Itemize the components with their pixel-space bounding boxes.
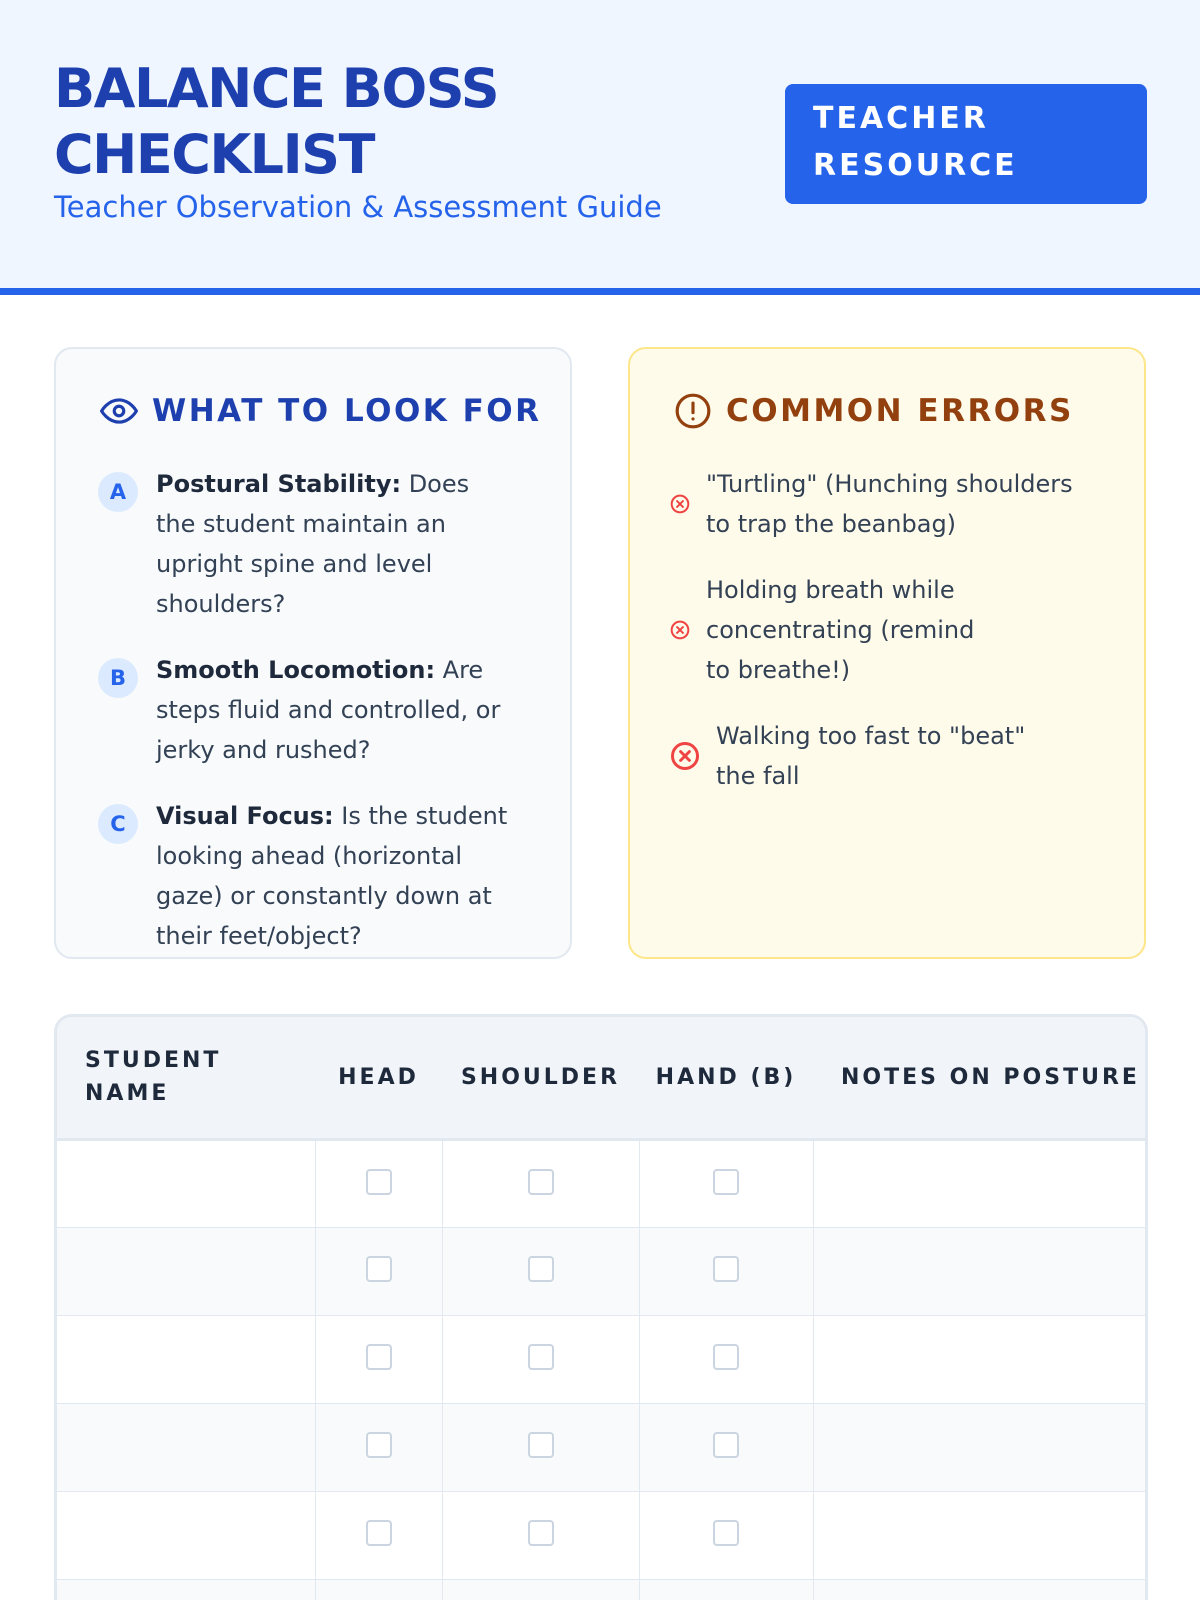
hand-checkbox[interactable] xyxy=(713,1344,739,1370)
student-name-cell[interactable] xyxy=(57,1491,315,1579)
column-header-shoulder: SHOULDER xyxy=(442,1017,639,1139)
shoulder-check-cell xyxy=(442,1403,639,1491)
table-row xyxy=(57,1315,1145,1403)
shoulder-check-cell xyxy=(442,1315,639,1403)
what-to-look-for-title: WHAT TO LOOK FOR xyxy=(152,393,542,429)
common-errors-header xyxy=(674,391,1074,431)
posture-notes-cell[interactable] xyxy=(813,1403,1145,1491)
shoulder-check-cell xyxy=(442,1227,639,1315)
common-error-text: Holding breath while concentrating (remind to breathe!) xyxy=(706,576,975,684)
common-error-item xyxy=(670,716,1110,796)
head-check-cell xyxy=(315,1315,442,1403)
student-name-cell[interactable] xyxy=(57,1403,315,1491)
look-for-item-heading: Smooth Locomotion: xyxy=(156,656,436,684)
table-row xyxy=(57,1491,1145,1579)
head-check-cell xyxy=(315,1491,442,1579)
look-for-item xyxy=(98,464,538,624)
table-row xyxy=(57,1139,1145,1227)
look-for-item xyxy=(98,650,538,770)
shoulder-check-cell xyxy=(442,1579,639,1600)
hand-checkbox[interactable] xyxy=(713,1520,739,1546)
common-error-text: Walking too fast to "beat" the fall xyxy=(716,722,1026,790)
hand-check-cell xyxy=(639,1315,813,1403)
look-for-item-heading: Visual Focus: xyxy=(156,802,334,830)
common-error-item xyxy=(670,464,1110,544)
head-checkbox[interactable] xyxy=(366,1432,392,1458)
look-for-item-description: Is the student looking ahead (horizontal gaze) or constantly down at their feet/object? xyxy=(156,802,515,950)
table-row xyxy=(57,1579,1145,1600)
what-to-look-for-header xyxy=(100,391,542,431)
hand-check-cell xyxy=(639,1491,813,1579)
look-for-item-heading: Postural Stability: xyxy=(156,470,402,498)
posture-notes-cell[interactable] xyxy=(813,1579,1145,1600)
shoulder-checkbox[interactable] xyxy=(528,1169,554,1195)
student-name-cell[interactable] xyxy=(57,1315,315,1403)
head-checkbox[interactable] xyxy=(366,1520,392,1546)
x-circle-icon xyxy=(670,494,690,514)
hand-check-cell xyxy=(639,1139,813,1227)
look-for-item-description: Are steps fluid and controlled, or jerky and rushed? xyxy=(156,656,508,764)
hand-check-cell xyxy=(639,1579,813,1600)
shoulder-checkbox[interactable] xyxy=(528,1520,554,1546)
shoulder-check-cell xyxy=(442,1491,639,1579)
head-check-cell xyxy=(315,1139,442,1227)
look-for-list xyxy=(98,464,538,982)
teacher-resource-badge: TEACHER RESOURCE xyxy=(785,84,1147,204)
student-name-cell[interactable] xyxy=(57,1139,315,1227)
item-letter-badge: A xyxy=(98,472,138,512)
hand-check-cell xyxy=(639,1403,813,1491)
head-checkbox[interactable] xyxy=(366,1169,392,1195)
table-header-row xyxy=(57,1017,1145,1139)
shoulder-checkbox[interactable] xyxy=(528,1432,554,1458)
column-header-student-name: STUDENT NAME xyxy=(57,1017,315,1139)
head-check-cell xyxy=(315,1579,442,1600)
posture-notes-cell[interactable] xyxy=(813,1139,1145,1227)
table-row xyxy=(57,1227,1145,1315)
hand-checkbox[interactable] xyxy=(713,1432,739,1458)
look-for-item-text xyxy=(156,796,526,956)
shoulder-checkbox[interactable] xyxy=(528,1344,554,1370)
hand-checkbox[interactable] xyxy=(713,1169,739,1195)
column-header-head: HEAD xyxy=(315,1017,442,1139)
item-letter-badge: B xyxy=(98,658,138,698)
page-title: BALANCE BOSS CHECKLIST xyxy=(54,57,499,186)
student-name-cell[interactable] xyxy=(57,1579,315,1600)
column-header-hand: HAND (B) xyxy=(639,1017,813,1139)
x-circle-icon xyxy=(670,741,700,771)
x-circle-icon xyxy=(670,620,690,640)
shoulder-check-cell xyxy=(442,1139,639,1227)
look-for-item xyxy=(98,796,538,956)
student-name-cell[interactable] xyxy=(57,1227,315,1315)
look-for-item-text xyxy=(156,464,491,624)
head-checkbox[interactable] xyxy=(366,1344,392,1370)
common-error-text: "Turtling" (Hunching shoulders to trap the beanbag) xyxy=(706,470,1073,538)
head-check-cell xyxy=(315,1403,442,1491)
observation-table xyxy=(54,1014,1148,1600)
what-to-look-for-card xyxy=(54,347,572,959)
common-error-item xyxy=(670,570,1110,690)
common-errors-card xyxy=(628,347,1146,959)
hand-checkbox[interactable] xyxy=(713,1256,739,1282)
shoulder-checkbox[interactable] xyxy=(528,1256,554,1282)
column-header-notes: NOTES ON POSTURE xyxy=(813,1017,1145,1139)
page-header xyxy=(0,0,1200,295)
look-for-item-text xyxy=(156,650,508,770)
table-row xyxy=(57,1403,1145,1491)
page-subtitle: Teacher Observation & Assessment Guide xyxy=(54,190,662,224)
posture-notes-cell[interactable] xyxy=(813,1315,1145,1403)
head-checkbox[interactable] xyxy=(366,1256,392,1282)
item-letter-badge: C xyxy=(98,804,138,844)
eye-icon xyxy=(100,392,138,430)
head-check-cell xyxy=(315,1227,442,1315)
common-errors-title: COMMON ERRORS xyxy=(726,393,1074,429)
common-errors-list xyxy=(670,464,1110,822)
posture-notes-cell[interactable] xyxy=(813,1491,1145,1579)
posture-notes-cell[interactable] xyxy=(813,1227,1145,1315)
hand-check-cell xyxy=(639,1227,813,1315)
look-for-item-description: Does the student maintain an upright spine and level shoulders? xyxy=(156,470,477,618)
alert-circle-icon xyxy=(674,392,712,430)
